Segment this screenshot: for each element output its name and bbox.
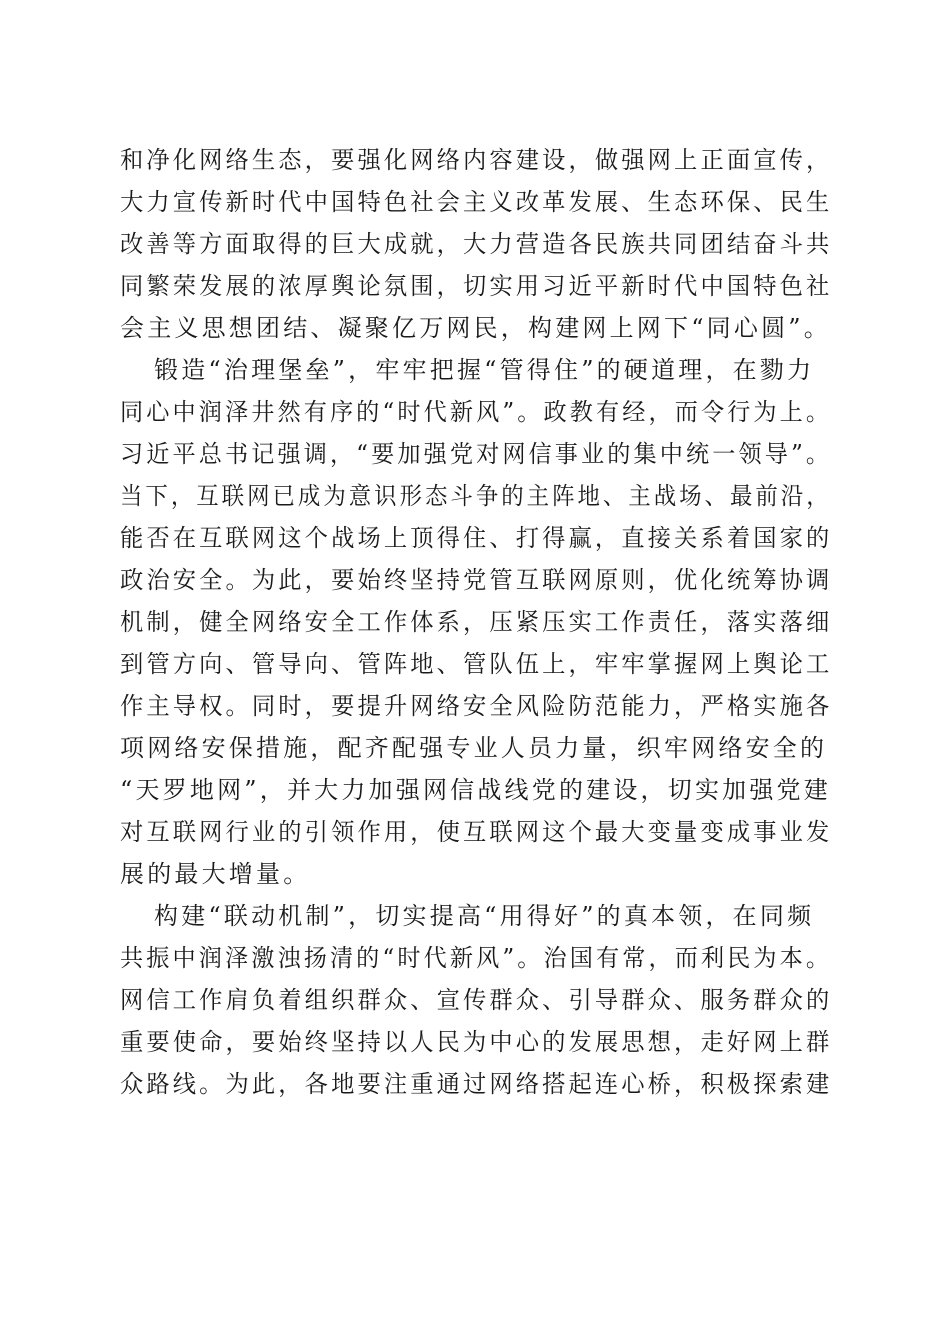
text-line-21: 网信工作肩负着组织群众、宣传群众、引导群众、服务群众的 [120,986,833,1014]
paragraph-2-first-line: 锻造“治理堡垒”，牢牢把握“管得住”的硬道理，在勠力 [154,356,815,384]
text-line-3: 改善等方面取得的巨大成就，大力营造各民族共同团结奋斗共 [120,230,833,258]
text-line-15: 项网络安保措施，配齐配强专业人员力量，织牢网络安全的 [120,734,828,762]
text-line-2: 大力宣传新时代中国特色社会主义改革发展、生态环保、民生 [120,188,833,216]
text-line-9: 当下，互联网已成为意识形态斗争的主阵地、主战场、最前沿， [120,482,832,510]
text-line-4: 同繁荣发展的浓厚舆论氛围，切实用习近平新时代中国特色社 [120,272,833,300]
text-line-11: 政治安全。为此，要始终坚持党管互联网原则，优化统筹协调 [120,566,833,594]
text-line-23: 众路线。为此，各地要注重通过网络搭起连心桥，积极探索建 [120,1070,833,1098]
text-line-20: 共振中润泽激浊扬清的“时代新风”。治国有常，而利民为本。 [120,944,833,972]
text-line-8: 习近平总书记强调，“要加强党对网信事业的集中统一领导”。 [120,440,833,468]
text-line-7: 同心中润泽井然有序的“时代新风”。政教有经，而令行为上。 [120,398,833,426]
text-line-14: 作主导权。同时，要提升网络安全风险防范能力，严格实施各 [120,692,833,720]
paragraph-3-first-line: 构建“联动机制”，切实提高“用得好”的真本领，在同频 [154,902,815,930]
text-line-18: 展的最大增量。 [120,860,311,888]
text-line-16: “天罗地网”，并大力加强网信战线党的建设，切实加强党建 [120,776,831,804]
text-line-12: 机制，健全网络安全工作体系，压紧压实工作责任，落实落细 [120,608,833,636]
text-line-1: 和净化网络生态，要强化网络内容建设，做强网上正面宣传， [120,146,833,174]
text-line-10: 能否在互联网这个战场上顶得住、打得赢，直接关系着国家的 [120,524,833,552]
text-line-17: 对互联网行业的引领作用，使互联网这个最大变量变成事业发 [120,818,833,846]
text-line-22: 重要使命，要始终坚持以人民为中心的发展思想，走好网上群 [120,1028,833,1056]
text-line-5: 会主义思想团结、凝聚亿万网民，构建网上网下“同心圆”。 [120,314,831,342]
text-line-13: 到管方向、管导向、管阵地、管队伍上，牢牢掌握网上舆论工 [120,650,833,678]
